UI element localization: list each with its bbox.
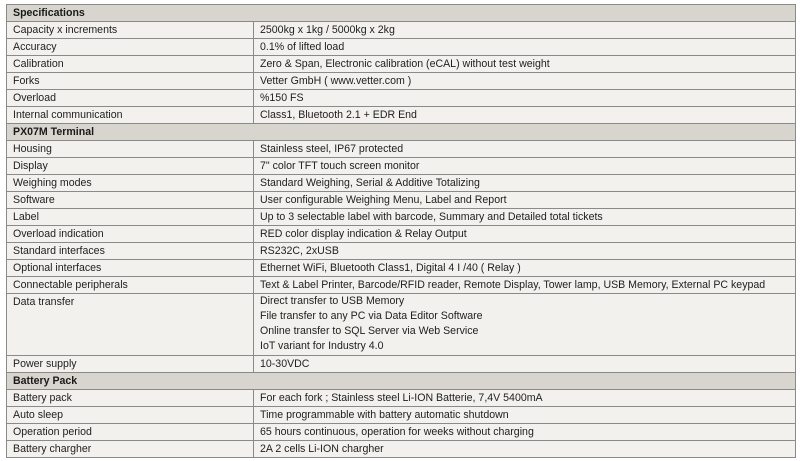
spec-row (7, 209, 796, 226)
spec-value: Class1, Bluetooth 2.1 + EDR End (254, 107, 796, 124)
section-header-row (7, 124, 796, 141)
spec-row (7, 141, 796, 158)
spec-label: Battery chargher (7, 441, 254, 458)
spec-row (7, 294, 796, 356)
section-title: Battery Pack (7, 373, 796, 390)
spec-value: 2500kg x 1kg / 5000kg x 2kg (254, 22, 796, 39)
spec-label: Auto sleep (7, 407, 254, 424)
spec-row (7, 73, 796, 90)
spec-row (7, 424, 796, 441)
spec-value: 7" color TFT touch screen monitor (254, 158, 796, 175)
spec-value: Vetter GmbH ( www.vetter.com ) (254, 73, 796, 90)
spec-value-line: IoT variant for Industry 4.0 (260, 340, 384, 352)
spec-value-multiline (254, 294, 796, 356)
spec-label: Accuracy (7, 39, 254, 56)
spec-value: Ethernet WiFi, Bluetooth Class1, Digital 4 I /40 ( Relay ) (254, 260, 796, 277)
spec-label: Overload indication (7, 226, 254, 243)
spec-row (7, 175, 796, 192)
spec-table-body (7, 5, 796, 458)
spec-label: Forks (7, 73, 254, 90)
section-title: Specifications (7, 5, 796, 22)
spec-row (7, 390, 796, 407)
spec-label: Operation period (7, 424, 254, 441)
spec-value: Up to 3 selectable label with barcode, Summary and Detailed total tickets (254, 209, 796, 226)
spec-label: Weighing modes (7, 175, 254, 192)
spec-value: Standard Weighing, Serial & Additive Totalizing (254, 175, 796, 192)
spec-label: Calibration (7, 56, 254, 73)
spec-label: Capacity x increments (7, 22, 254, 39)
spec-label: Battery pack (7, 390, 254, 407)
spec-row (7, 407, 796, 424)
spec-value: RS232C, 2xUSB (254, 243, 796, 260)
section-header-row (7, 5, 796, 22)
spec-row (7, 56, 796, 73)
spec-value: For each fork ; Stainless steel Li-ION Batterie, 7,4V 5400mA (254, 390, 796, 407)
spec-value: 65 hours continuous, operation for weeks without charging (254, 424, 796, 441)
spec-label: Display (7, 158, 254, 175)
spec-row (7, 90, 796, 107)
spec-row (7, 441, 796, 458)
spec-label: Housing (7, 141, 254, 158)
spec-row (7, 277, 796, 294)
spec-value: 10-30VDC (254, 356, 796, 373)
spec-row (7, 22, 796, 39)
spec-value: Zero & Span, Electronic calibration (eCAL) without test weight (254, 56, 796, 73)
spec-table (6, 4, 796, 458)
spec-row (7, 158, 796, 175)
spec-row (7, 192, 796, 209)
spec-label: Software (7, 192, 254, 209)
spec-label: Label (7, 209, 254, 226)
spec-value: Time programmable with battery automatic shutdown (254, 407, 796, 424)
spec-label: Overload (7, 90, 254, 107)
spec-row (7, 107, 796, 124)
spec-value-line: Direct transfer to USB Memory (260, 295, 405, 307)
spec-value: 2A 2 cells Li-ION chargher (254, 441, 796, 458)
spec-label: Internal communication (7, 107, 254, 124)
section-title: PX07M Terminal (7, 124, 796, 141)
spec-label: Optional interfaces (7, 260, 254, 277)
spec-value: Stainless steel, IP67 protected (254, 141, 796, 158)
spec-value-line: Online transfer to SQL Server via Web Service (260, 325, 479, 337)
spec-row (7, 260, 796, 277)
spec-row (7, 39, 796, 56)
spec-row (7, 226, 796, 243)
spec-value: Text & Label Printer, Barcode/RFID reader, Remote Display, Tower lamp, USB Memory, External PC keypad (254, 277, 796, 294)
spec-label: Data transfer (7, 294, 254, 356)
spec-value: RED color display indication & Relay Output (254, 226, 796, 243)
spec-row (7, 356, 796, 373)
spec-label: Connectable peripherals (7, 277, 254, 294)
section-header-row (7, 373, 796, 390)
spec-label: Power supply (7, 356, 254, 373)
spec-label: Standard interfaces (7, 243, 254, 260)
spec-value-line: File transfer to any PC via Data Editor Software (260, 310, 483, 322)
spec-value: %150 FS (254, 90, 796, 107)
spec-value: User configurable Weighing Menu, Label and Report (254, 192, 796, 209)
spec-value: 0.1% of lifted load (254, 39, 796, 56)
spec-row (7, 243, 796, 260)
